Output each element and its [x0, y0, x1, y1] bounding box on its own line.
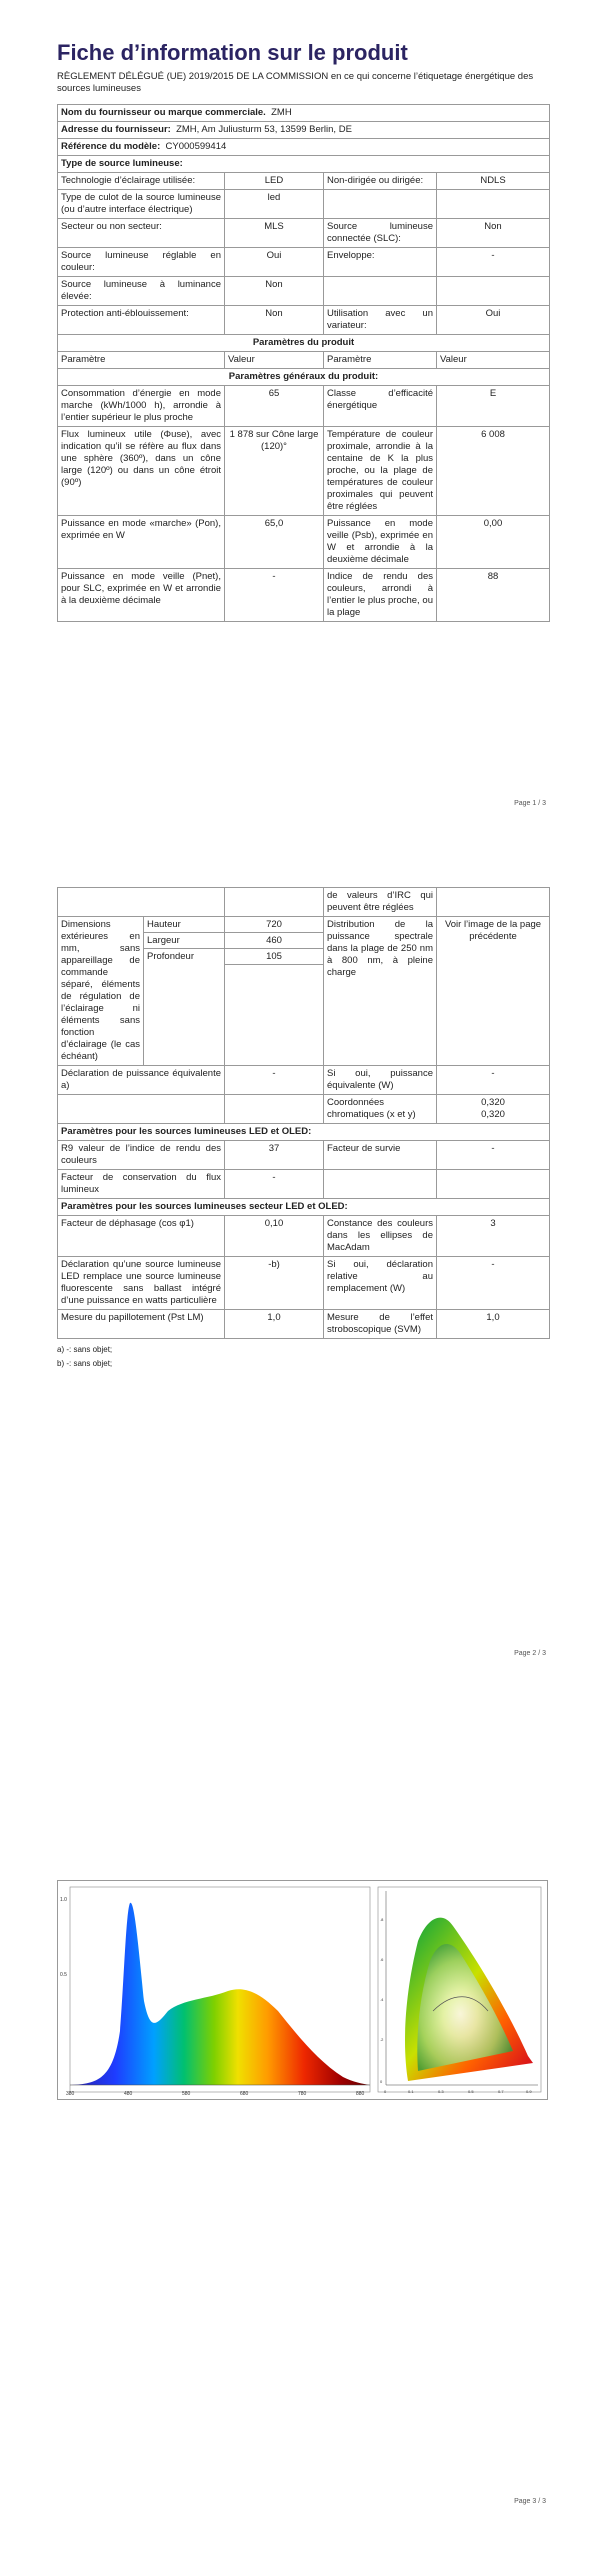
param-label: Puissance en mode veille (Psb), exprimée en W et arrondie à la deuxième décimale [324, 516, 437, 568]
table-row [58, 1095, 549, 1124]
type-header: Type de source lumineuse: [61, 158, 183, 169]
spectrum-x-tick: 380 [66, 2091, 75, 2097]
param-label: Classe d’efficacité énergétique [324, 386, 437, 426]
regulation-subtitle: RÈGLEMENT DÉLÉGUÉ (UE) 2019/2015 DE LA COMMISSION en ce qui concerne l’étiquetage énergétique des sources lumineuses [57, 71, 534, 94]
cie-x-tick: 0.5 [468, 2089, 474, 2094]
spectral-label: Distribution de la puissance spectrale dans la plage de 250 nm à 800 nm, à pleine charge [324, 917, 437, 1065]
mains-header: Paramètres pour les sources lumineuses secteur LED et OLED: [61, 1201, 348, 1212]
param-label: Constance des couleurs dans les ellipses de MacAdam [324, 1216, 437, 1256]
param-value: 37 [225, 1141, 324, 1169]
table-row [58, 1170, 549, 1199]
address-row [58, 122, 549, 139]
footnote-a: a) -: sans objet; [57, 1345, 113, 1354]
document-title: Fiche d’information sur le produit [57, 40, 408, 65]
col-value-1: Valeur [225, 352, 324, 368]
param-value: Non [225, 306, 324, 334]
dimensions-row [58, 917, 549, 1066]
table-row [58, 386, 549, 427]
param-value: Non [225, 277, 324, 305]
param-label: Si oui, puissance équivalente (W) [324, 1066, 437, 1094]
param-value: 1,0 [225, 1310, 324, 1338]
param-label: Si oui, déclaration relative au remplacement (W) [324, 1257, 437, 1309]
params-header: Paramètres du produit [252, 337, 355, 348]
param-value: Oui [225, 248, 324, 276]
cie-y-tick: .8 [380, 1917, 384, 1922]
table-row [58, 248, 549, 277]
param-label: Facteur de conservation du flux lumineux [58, 1170, 225, 1198]
cie-y-tick: .2 [380, 2037, 384, 2042]
param-label: Consommation d’énergie en mode marche (kWh/1000 h), arrondie à l’entier supérieur le plus proche [58, 386, 225, 426]
spectrum-figure [57, 1880, 548, 2100]
page-number-3: Page 3 / 3 [514, 2498, 546, 2505]
dimension-value: 460 [225, 933, 323, 949]
dimension-names [144, 917, 224, 1065]
cie-x-tick: 0.9 [526, 2089, 532, 2094]
led-header: Paramètres pour les sources lumineuses LED et OLED: [61, 1126, 312, 1137]
mains-header-row [58, 1199, 549, 1216]
param-value: - [491, 1068, 495, 1079]
param-label: Source lumineuse réglable en couleur: [58, 248, 225, 276]
param-value: 0,10 [225, 1216, 324, 1256]
supplier-label: Nom du fournisseur ou marque commerciale. [61, 107, 266, 118]
model-label: Référence du modèle: [61, 141, 161, 152]
col-param-2: Paramètre [324, 352, 437, 368]
dimensions-label: Dimensions extérieures en mm, sans appareillage de commande séparé, éléments de régulation de l’éclairage ni éléments sans fonction d’éclairage (le cas échéant) [58, 917, 144, 1065]
param-value [437, 1170, 549, 1198]
table-row [58, 1257, 549, 1310]
params-header-row [58, 335, 549, 352]
param-label: Température de couleur proximale, arrondie à la centaine de K la plus proche, ou la plage de températures de couleur proximales qui peuvent être réglées [324, 427, 437, 515]
param-label: Déclaration de puissance équivalente a) [58, 1066, 225, 1094]
spectrum-y-tick: 1.0 [60, 1897, 67, 1903]
param-value: 6 008 [481, 429, 505, 440]
param-label: Indice de rendu des couleurs, arrondi à l’entier le plus proche, ou la plage [324, 569, 437, 621]
spectrum-y-tick: 0.5 [60, 1972, 67, 1978]
page-2 [0, 830, 603, 1670]
param-value: - [491, 1143, 495, 1154]
table-row [58, 190, 549, 219]
param-label: Puissance en mode veille (Pnet), pour SLC, exprimée en W et arrondie à la deuxième décimale [58, 569, 225, 621]
dimension-name: Profondeur [147, 951, 195, 962]
footnote-b: b) -: sans objet; [57, 1359, 113, 1368]
spectrum-x-tick: 580 [182, 2091, 191, 2097]
general-header: Paramètres généraux du produit: [228, 371, 379, 382]
param-value: led [225, 190, 324, 218]
cie-x-tick: 0.7 [498, 2089, 504, 2094]
param-label: Facteur de déphasage (cos φ1) [58, 1216, 225, 1256]
equivalence-rows [58, 1066, 549, 1124]
table-row [58, 1066, 549, 1095]
param-label: Source lumineuse connectée (SLC): [324, 219, 437, 247]
param-label: Secteur ou non secteur: [58, 219, 225, 247]
param-value: - [225, 569, 324, 621]
param-label: Déclaration qu’une source lumineuse LED remplace une source lumineuse fluorescente sans ballast intégré d’une puissance en watts particulière [58, 1257, 225, 1309]
param-label: Non-dirigée ou dirigée: [324, 173, 437, 189]
supplier-value: ZMH [271, 107, 292, 118]
param-label: Facteur de survie [324, 1141, 437, 1169]
param-value: 65,0 [225, 516, 324, 568]
dimension-value: 720 [225, 917, 323, 933]
page-number-2: Page 2 / 3 [514, 1650, 546, 1657]
param-label: Mesure de l’effet stroboscopique (SVM) [324, 1310, 437, 1338]
param-label: Mesure du papillotement (Pst LM) [58, 1310, 225, 1338]
param-value: 65 [225, 386, 324, 426]
param-label: Source lumineuse à luminance élevée: [58, 277, 225, 305]
page-number-1: Page 1 / 3 [514, 800, 546, 807]
param-label: Coordonnées chromatiques (x et y) [324, 1095, 437, 1123]
param-value: 0,320 0,320 [481, 1097, 505, 1120]
spectrum-x-tick: 880 [356, 2091, 365, 2097]
param-value: NDLS [480, 175, 506, 186]
led-header-row [58, 1124, 549, 1141]
param-value: 1,0 [486, 1312, 500, 1323]
spectrum-graphics [58, 1881, 547, 2099]
table-row [58, 1310, 549, 1339]
spectrum-x-tick: 780 [298, 2091, 307, 2097]
cie-x-tick: 0.3 [438, 2089, 444, 2094]
param-value: 0,00 [483, 518, 503, 529]
param-value: Oui [485, 308, 501, 319]
param-label: Puissance en mode «marche» (Pon), exprimée en W [58, 516, 225, 568]
param-label: Type de culot de la source lumineuse (ou d’autre interface électrique) [58, 190, 225, 218]
cie-x-tick: 0 [384, 2089, 387, 2094]
param-value [225, 1095, 324, 1123]
param-label [58, 1095, 225, 1123]
address-label: Adresse du fournisseur: [61, 124, 171, 135]
column-header-row [58, 352, 549, 369]
param-value: 3 [490, 1218, 496, 1229]
col-param-1: Paramètre [58, 352, 225, 368]
cri-continuation: de valeurs d’IRC qui peuvent être réglées [324, 888, 437, 916]
param-value: 1 878 sur Cône large (120)° [225, 427, 324, 515]
model-value: CY000599414 [165, 141, 227, 152]
param-label [324, 190, 437, 218]
page-3 [0, 1670, 603, 2560]
param-value: - [225, 1066, 324, 1094]
dimension-name: Hauteur [144, 917, 224, 933]
spectral-value: Voir l’image de la page précédente [444, 919, 542, 942]
dimension-value: 105 [225, 949, 323, 965]
spectrum-x-tick: 480 [124, 2091, 133, 2097]
param-label: Enveloppe: [324, 248, 437, 276]
col-value-2: Valeur [440, 354, 467, 365]
table-row [58, 306, 549, 335]
general-param-rows [58, 386, 549, 622]
param-label: Technologie d’éclairage utilisée: [58, 173, 225, 189]
param-value: LED [225, 173, 324, 189]
cie-y-tick: 0 [380, 2079, 383, 2084]
param-value: Non [484, 221, 502, 232]
footnotes [57, 1343, 112, 1371]
param-label: Flux lumineux utile (Φuse), avec indication qu’il se réfère au flux dans une sphère (360º), dans un cône large (120º) ou dans un cône étroit (90º) [58, 427, 225, 515]
mains-rows [58, 1216, 549, 1339]
param-value: 88 [487, 571, 499, 582]
param-value: - [491, 250, 495, 261]
address-value: ZMH, Am Juliusturm 53, 13599 Berlin, DE [176, 124, 352, 135]
param-value: - [491, 1259, 495, 1270]
table-row [58, 277, 549, 306]
led-rows [58, 1141, 549, 1199]
model-row [58, 139, 549, 156]
param-value [437, 277, 549, 305]
supplier-row [58, 104, 549, 122]
table-row [58, 427, 549, 516]
cie-x-tick: 0.1 [408, 2089, 414, 2094]
general-header-row [58, 369, 549, 386]
param-value: E [489, 388, 497, 399]
table-row [58, 569, 549, 622]
spectrum-x-tick: 680 [240, 2091, 249, 2097]
table-row [58, 219, 549, 248]
table-row [58, 1216, 549, 1257]
continuation-row [58, 887, 549, 917]
param-value: -b) [225, 1257, 324, 1309]
dimension-name: Largeur [144, 933, 224, 949]
cie-y-tick: .4 [380, 1997, 384, 2002]
table-row [58, 516, 549, 569]
param-value: MLS [225, 219, 324, 247]
page-1 [0, 0, 603, 830]
type-header-row [58, 156, 549, 173]
param-label: Protection anti-éblouissement: [58, 306, 225, 334]
cie-y-tick: .6 [380, 1957, 384, 1962]
param-value: - [225, 1170, 324, 1198]
type-rows [58, 173, 549, 335]
info-table-page2 [57, 887, 550, 1339]
table-row [58, 173, 549, 190]
param-value [437, 190, 549, 218]
param-label: R9 valeur de l’indice de rendu des couleurs [58, 1141, 225, 1169]
param-label: Utilisation avec un variateur: [324, 306, 437, 334]
dimension-values [225, 917, 324, 1065]
info-table-page1 [57, 104, 550, 622]
param-label [324, 1170, 437, 1198]
table-row [58, 1141, 549, 1170]
param-label [324, 277, 437, 305]
